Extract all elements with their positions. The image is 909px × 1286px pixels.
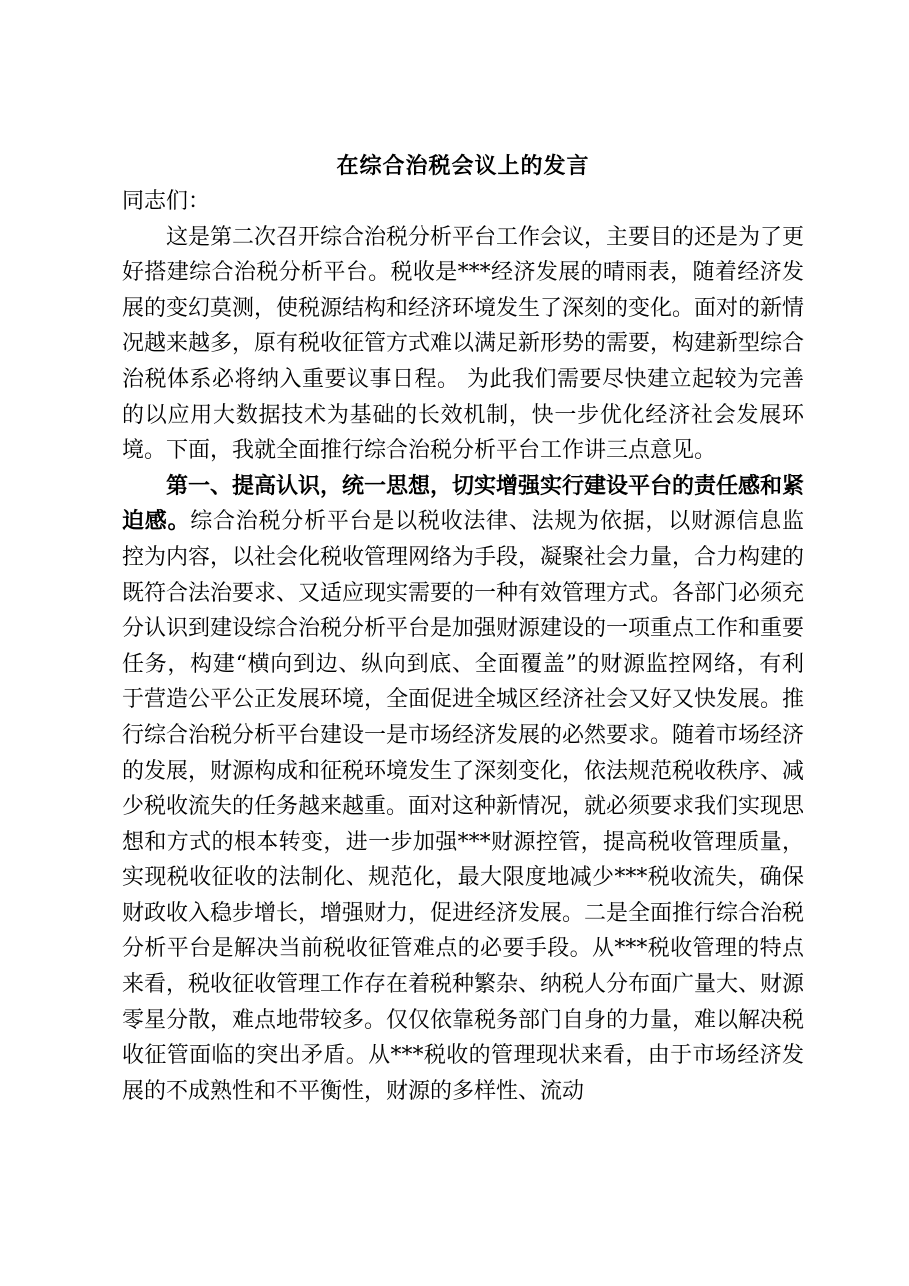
paragraph-text: 综合治税分析平台是以税收法律、法规为依据，以财源信息监控为内容，以社会化税收管理网络为手段，凝聚社会力量，合力构建的既符合法治要求、又适应现实需要的一种有效管理方式。各部门必须充分认识到建设综合治税分析平台是加强财源建设的一项重点工作和重要任务，构建“横向到边、纵向到底、全面覆盖”的财源监控网络，有利于营造公平公正发展环境，全面促进全城区经济社会又好又快发展。推行综合治税分析平台建设一是市场经济发展的必然要求。随着市场经济的发展，财源构成和征税环境发生了深刻变化，依法规范税收秩序、减少税收流失的任务越来越重。面对这种新情况，就必须要求我们实现思想和方式的根本转变，进一步加强***财源控管，提高税收管理质量，实现税收征收的法制化、规范化，最大限度地减少***税收流失，确保财政收入稳步增长，增强财力，促进经济发展。二是全面推行综合治税分析平台是解决当前税收征管难点的必要手段。从***税收管理的特点来看，税收征收管理工作存在着税种繁杂、纳税人分布面广量大、财源零星分散，难点地带较多。仅仅依靠税务部门自身的力量，难以解决税收征管面临的突出矛盾。从***税收的管理现状来看，由于市场经济发展的不成熟性和不平衡性，财源的多样性、流动 [122, 509, 805, 1104]
paragraph-intro [122, 220, 804, 469]
document-page [122, 148, 804, 1109]
paragraph-lead: 第一、提高认识，统一思想，切实增强实行建设平台的责任感和紧迫感。 [122, 472, 805, 535]
paragraph-text: 这是第二次召开综合治税分析平台工作会议，主要目的还是为了更好搭建综合治税分析平台。税收是***经济发展的晴雨表，随着经济发展的变幻莫测，使税源结构和经济环境发生了深刻的变化。面对的新情况越来越多，原有税收征管方式难以满足新形势的需要，构建新型综合治税体系必将纳入重要议事日程。 为此我们需要尽快建立起较为完善的以应用大数据技术为基础的长效机制，快一步优化经济社会发展环境。下面，我就全面推行综合治税分析平台工作讲三点意见。 [122, 224, 805, 464]
paragraph-section-one [122, 469, 804, 1110]
document-title: 在综合治税会议上的发言 [336, 153, 590, 179]
salutation: 同志们： [122, 189, 211, 214]
